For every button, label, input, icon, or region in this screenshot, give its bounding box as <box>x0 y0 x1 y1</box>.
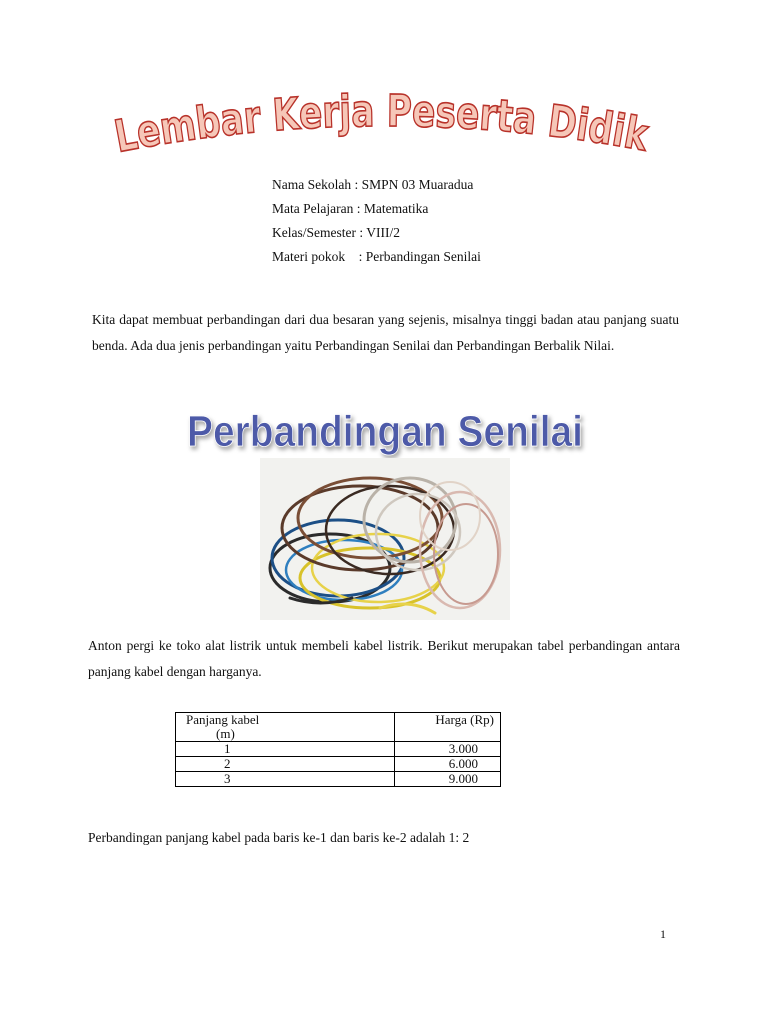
table-row <box>176 742 501 757</box>
table-row <box>176 757 501 772</box>
info-subject: Mata Pelajaran : Matematika <box>272 201 429 216</box>
info-topic: Materi pokok : Perbandingan Senilai <box>272 249 481 264</box>
header-length-label: Panjang kabel <box>186 712 260 727</box>
section-subtitle <box>183 398 588 460</box>
header-length <box>176 713 395 742</box>
table-row <box>176 772 501 787</box>
title-text: Lembar Kerja Peserta Didik <box>110 85 659 163</box>
subtitle-text: Perbandingan Senilai <box>187 407 583 456</box>
table-header-row <box>176 713 501 742</box>
price-table <box>175 712 501 787</box>
intro-paragraph: Kita dapat membuat perbandingan dari dua besaran yang sejenis, misalnya tinggi badan atau panjang suatu benda. Ada dua jenis perbandingan yaitu Perbandingan Senilai dan Perbandingan Berbalik Nilai. <box>92 312 679 353</box>
worksheet-title <box>110 85 660 168</box>
cell-length: 3 <box>176 772 395 787</box>
header-price: Harga (Rp) <box>395 713 501 742</box>
cell-length: 2 <box>176 757 395 772</box>
header-length-unit: (m) <box>216 726 235 741</box>
cell-price: 3.000 <box>395 742 501 757</box>
info-school: Nama Sekolah : SMPN 03 Muaradua <box>272 177 474 192</box>
cell-price: 9.000 <box>395 772 501 787</box>
info-block <box>272 173 481 269</box>
conclusion-text: Perbandingan panjang kabel pada baris ke-1 dan baris ke-2 adalah 1: 2 <box>88 830 470 845</box>
svg-text:Lembar Kerja Peserta Didik <box>110 85 659 163</box>
story-paragraph: Anton pergi ke toko alat listrik untuk membeli kabel listrik. Berikut merupakan tabel perbandingan antara panjang kabel dengan harganya. <box>88 638 680 679</box>
cell-price: 6.000 <box>395 757 501 772</box>
cell-length: 1 <box>176 742 395 757</box>
page-number: 1 <box>660 927 666 941</box>
info-class: Kelas/Semester : VIII/2 <box>272 225 400 240</box>
cable-coils-photo <box>260 458 510 620</box>
